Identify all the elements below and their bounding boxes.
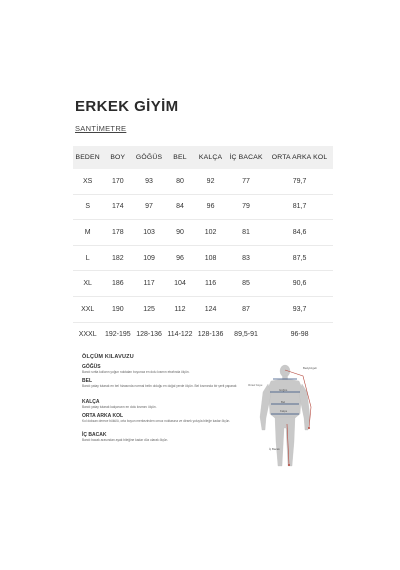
table-cell: 114-122: [167, 331, 193, 339]
page-title: ERKEK GİYİM: [75, 98, 179, 115]
table-row: [73, 220, 333, 246]
col-header-orta-arka-kol: ORTA ARKA KOL: [266, 146, 333, 169]
table-cell: 79,7: [266, 169, 333, 194]
table-cell: 174: [102, 194, 133, 220]
col-header-ic-bacak: İÇ BACAK: [226, 146, 266, 169]
table-cell: 83: [226, 245, 266, 271]
table-cell: S: [73, 194, 102, 220]
figure-label-hip: Kalça: [280, 409, 287, 413]
table-cell: 93: [133, 169, 165, 194]
guide-item-heading: İÇ BACAK: [82, 432, 107, 438]
table-row: [73, 169, 333, 194]
table-cell: 80: [165, 169, 195, 194]
table-cell: 124: [195, 296, 226, 322]
table-cell: 77: [226, 169, 266, 194]
guide-item-text: Kol doksan derece bükülü, orta boyun merkezinden omuz noktasına ve dirsek yoluyla bileğe kadar ölçün.: [82, 419, 231, 423]
table-cell: 90: [165, 220, 195, 246]
table-cell: 108: [195, 245, 226, 271]
guide-item-text: Bandı bacak arasından ayak bileğine kadar düz olarak ölçün.: [82, 438, 169, 442]
table-cell: XXXL: [78, 331, 97, 339]
table-cell: XL: [73, 271, 102, 297]
table-cell: XS: [73, 169, 102, 194]
table-cell: 84,6: [266, 220, 333, 246]
figure-label-inseam: İç Bacak: [269, 447, 280, 451]
guide-item-text: Bandı sırtta kolların yoğun noktaları boyunca en dolu kısmın etrafında ölçün.: [82, 370, 190, 374]
table-cell: 84: [165, 194, 195, 220]
table-header-row: [73, 146, 333, 169]
table-cell: 182: [102, 245, 133, 271]
col-header-kalca: KALÇA: [195, 146, 226, 169]
size-table: [73, 146, 333, 347]
table-cell: M: [73, 220, 102, 246]
table-cell: 81,7: [266, 194, 333, 220]
figure-label-arm: Bedyüzgeli: [303, 366, 317, 370]
col-header-beden: BEDEN: [73, 146, 102, 169]
table-cell: 112: [165, 296, 195, 322]
guide-item-heading: BEL: [82, 378, 92, 384]
table-cell: 85: [226, 271, 266, 297]
table-cell: 89,5-91: [234, 331, 258, 339]
table-cell: 192-195: [104, 331, 131, 339]
table-cell: 128-136: [197, 331, 224, 339]
table-row: [73, 194, 333, 220]
figure-label-waist: Bel: [281, 400, 286, 404]
table-cell: 102: [195, 220, 226, 246]
guide-item-text: Bandı yatay tutarak en bel hizasında normal belin olduğu en doğal yerde ölçün. Bel kısmında bir şerit yaparak: [82, 384, 237, 388]
table-cell: 81: [226, 220, 266, 246]
table-cell: 97: [133, 194, 165, 220]
table-cell: XXL: [73, 296, 102, 322]
table-cell: 178: [102, 220, 133, 246]
table-cell: 109: [133, 245, 165, 271]
table-cell: 93,7: [266, 296, 333, 322]
figure-label-chest: Göğüs: [279, 388, 288, 392]
table-cell: 170: [102, 169, 133, 194]
table-cell: 92: [195, 169, 226, 194]
table-cell: L: [73, 245, 102, 271]
body-silhouette-icon: [245, 362, 325, 474]
table-cell: 96: [195, 194, 226, 220]
table-cell: 103: [133, 220, 165, 246]
figure-label-neck: Omuz boyu: [248, 383, 263, 387]
table-cell: 128-136: [136, 331, 162, 339]
guide-item-heading: KALÇA: [82, 399, 100, 405]
table-cell: 96-98: [290, 331, 309, 339]
col-header-boy: BOY: [102, 146, 133, 169]
table-cell: 125: [133, 296, 165, 322]
table-cell: 90,6: [266, 271, 333, 297]
table-row: [73, 322, 333, 347]
table-row: [73, 271, 333, 297]
table-cell: 79: [226, 194, 266, 220]
guide-title: ÖLÇÜM KILAVUZU: [82, 354, 134, 360]
table-row: [73, 296, 333, 322]
table-cell: 186: [102, 271, 133, 297]
col-header-bel: BEL: [165, 146, 195, 169]
table-row: [73, 245, 333, 271]
table-cell: 87: [226, 296, 266, 322]
table-cell: 190: [102, 296, 133, 322]
table-cell: 104: [165, 271, 195, 297]
unit-label: SANTİMETRE: [75, 124, 127, 133]
guide-item-text: Bandı yatay tutarak kalçanızın en dolu kısmını ölçün.: [82, 405, 157, 409]
table-cell: 96: [165, 245, 195, 271]
guide-item-heading: ORTA ARKA KOL: [82, 413, 124, 419]
col-header-gogus: GÖĞÜS: [133, 146, 165, 169]
measurement-figure: [245, 362, 325, 474]
guide-item-heading: GÖĞÜS: [82, 364, 101, 370]
table-cell: 87,5: [266, 245, 333, 271]
table-cell: 116: [195, 271, 226, 297]
table-cell: 117: [133, 271, 165, 297]
